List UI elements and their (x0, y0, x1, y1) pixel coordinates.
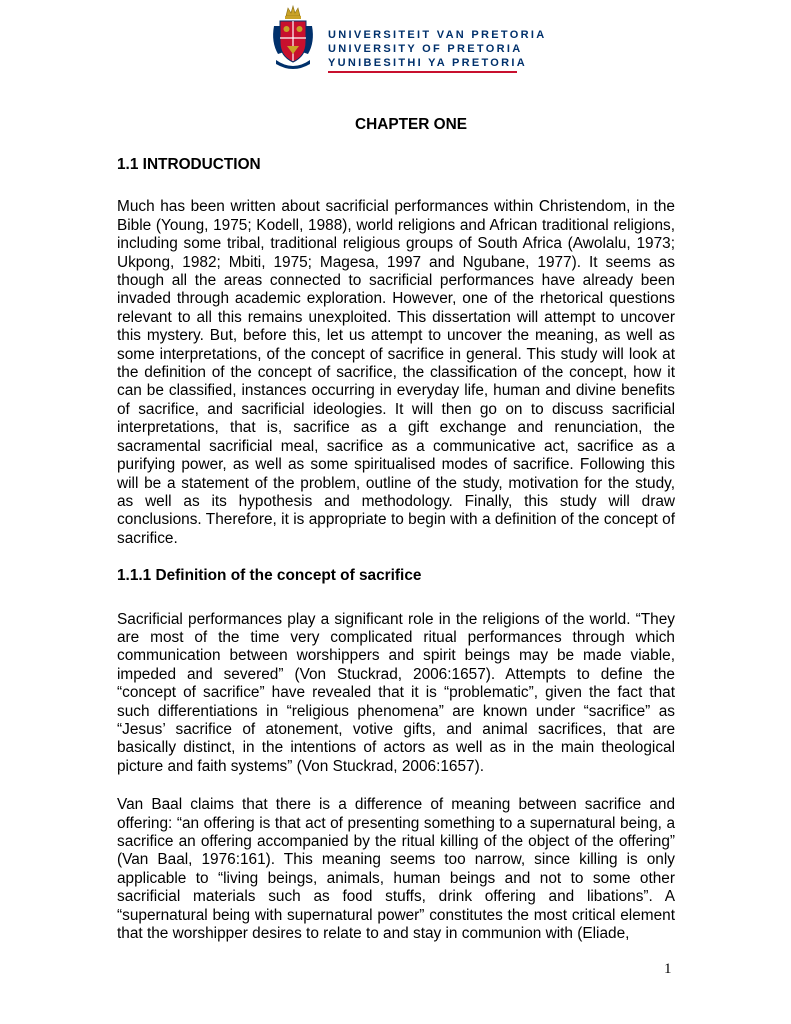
subsection-heading: 1.1.1 Definition of the concept of sacrifice (117, 567, 422, 585)
university-name (328, 28, 546, 70)
header-rule (328, 71, 517, 73)
definition-paragraph: Sacrificial performances play a significant role in the religions of the world. “They are most of the time very complicated ritual performances through which communication between worshippers and spirit beings may be made viable, impeded and severed” (Von Stuckrad, 2006:1657). Attempts to define the “concept of sacrifice” have revealed that it is “problematic”, given the fact that such differentiations in “religious phenomena” are known under “sacrifice” as “Jesus’ sacrifice of atonement, votive gifts, and animal sacrifices, that are basically distinct, in the intentions of actors as well as in the main theological picture and faith systems” (Von Stuckrad, 2006:1657). (117, 610, 675, 775)
university-crest-icon (270, 2, 316, 72)
section-heading: 1.1 INTRODUCTION (117, 156, 261, 173)
university-line-sepedi: YUNIBESITHI YA PRETORIA (328, 57, 527, 69)
university-line-english: UNIVERSITY OF PRETORIA (328, 43, 523, 55)
intro-paragraph: Much has been written about sacrificial performances within Christendom, in the Bible (Young, 1975; Kodell, 1988), world religions and African traditional religions, including some tribal, traditional religious groups of South Africa (Awolalu, 1973; Ukpong, 1982; Mbiti, 1975; Magesa, 1997 and Ngubane, 1977). It seems as though all the areas connected to sacrificial performances have already been invaded through academic exploration. However, one of the rhetorical questions relevant to all this remains unexploited. This dissertation will attempt to uncover this mystery. But, before this, let us attempt to uncover the meaning, as well as some interpretations, of the concept of sacrifice in general. This study will look at the definition of the concept of sacrifice, the classification of the concept, how it can be classified, instances occurring in everyday life, human and divine benefits of sacrifice, and sacrificial ideologies. It will then go on to discuss sacrificial interpretations, that is, sacrifice as a gift exchange and renunciation, the sacramental sacrificial meal, sacrifice as a communicative act, sacrifice as a purifying power, as well as some spiritualised modes of sacrifice. Following this will be a statement of the problem, outline of the study, motivation for the study, as well as its hypothesis and methodology. Finally, this study will draw conclusions. Therefore, it is appropriate to begin with a definition of the concept of sacrifice. (117, 198, 675, 547)
chapter-title: CHAPTER ONE (354, 116, 468, 133)
van-baal-paragraph: Van Baal claims that there is a difference of meaning between sacrifice and offering: “an offering is that act of presenting something to a supernatural being, a sacrifice an offering accompanied by the ritual killing of the object of the offering” (Van Baal, 1976:161). This meaning seems too narrow, since killing is only applicable to “living beings, animals, human beings and not to some other sacrificial materials such as food stuffs, drink offering and libations”. A “supernatural being with supernatural power” constitutes the most critical element that the worshipper desires to relate to and stay in communion with (Eliade, (117, 796, 675, 943)
university-header (270, 2, 547, 74)
university-line-afrikaans: UNIVERSITEIT VAN PRETORIA (328, 29, 547, 41)
page-number: 1 (664, 961, 672, 977)
document-body (117, 115, 675, 943)
